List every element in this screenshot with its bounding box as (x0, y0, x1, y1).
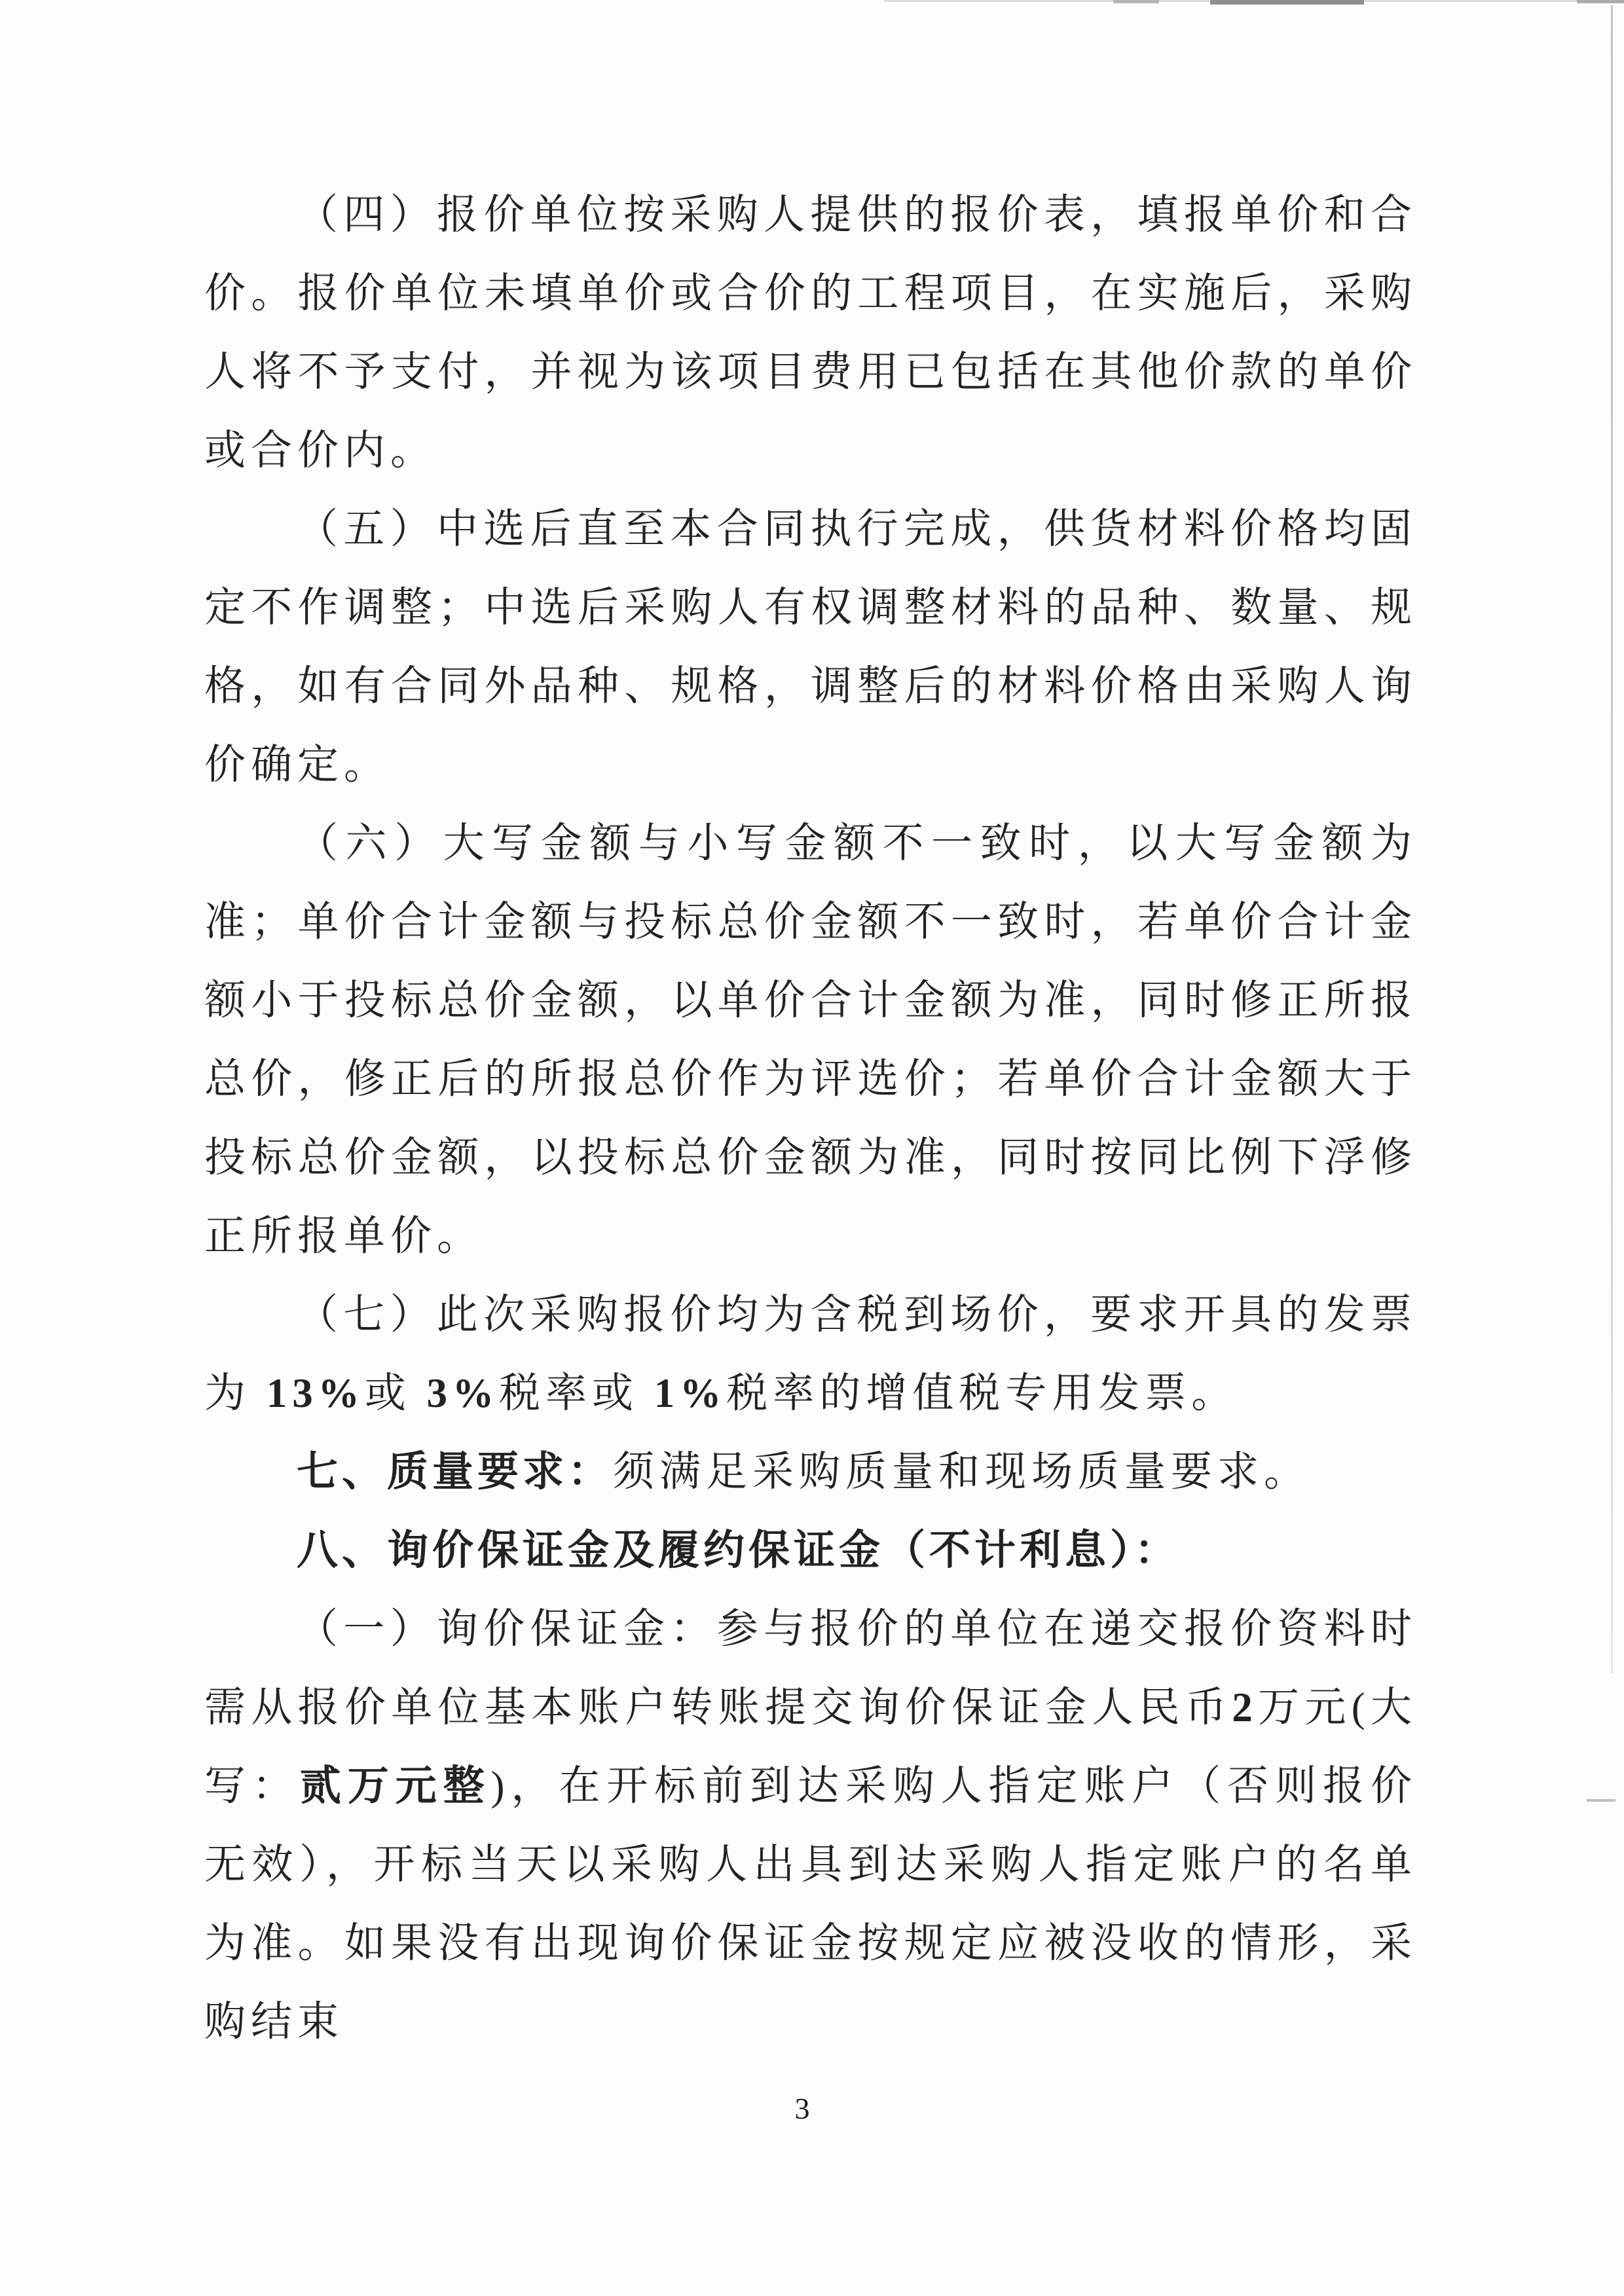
text-run: )，在开标前到达采购人指定账户（否则报价无效），开标当天以采购人出具到达采购人指定账户的名单为准。如果没有出现询价保证金按规定应被没收的情形，采购结束 (204, 1763, 1418, 2045)
clause-paragraph-4 (204, 175, 1417, 490)
text-run: （五）中选后直至本合同执行完成，供货材料价格均固定不作调整；中选后采购人有权调整材料的品种、数量、规格，如有合同外品种、规格，调整后的材料价格由采购人询价确定。 (204, 506, 1417, 788)
text-run-bold: 13% (266, 1370, 365, 1416)
document-body (204, 175, 1417, 2061)
scan-artifact-top-line (884, 0, 1624, 2)
section-heading-quality (204, 1432, 1417, 1511)
scan-artifact-top-dark-mark (1210, 0, 1364, 5)
clause-paragraph-deposit-1 (204, 1590, 1417, 2061)
text-run: 或 (364, 1370, 427, 1416)
text-run: 须满足采购质量和现场质量要求。 (613, 1449, 1310, 1495)
text-run: 税率的增值税专用发票。 (726, 1370, 1238, 1416)
scan-artifact-right-dash (1587, 1799, 1615, 1802)
text-run-bold: 2 (1232, 1685, 1258, 1730)
text-run: （四）报价单位按采购人提供的报价表，填报单价和合价。报价单位未填单价或合价的工程项目，在实施后，采购人将不予支付，并视为该项目费用已包括在其他价款的单价或合价内。 (204, 192, 1417, 473)
text-run-bold: 贰万元整 (299, 1763, 491, 1809)
scan-artifact-right-edge (1611, 5, 1613, 1673)
text-run-bold: 八、询价保证金及履约保证金（不计利息）： (297, 1527, 1180, 1573)
page-number: 3 (794, 2092, 810, 2125)
text-run: 税率或 (499, 1370, 654, 1416)
clause-paragraph-7 (204, 1275, 1417, 1432)
scan-artifact-top-dash-1 (1113, 0, 1159, 3)
scan-artifact-top-dash-2 (1577, 0, 1624, 3)
clause-paragraph-5 (204, 490, 1417, 804)
text-run: （七）此次采购报价均为含税到场价，要求开具的发票为 (204, 1292, 1417, 1416)
section-heading-deposit (204, 1511, 1417, 1590)
text-run-bold: 七、质量要求： (297, 1449, 613, 1495)
text-run: 万元(大写： (204, 1685, 1418, 1809)
text-run-bold: 1% (654, 1370, 727, 1416)
text-run-bold: 3% (426, 1370, 499, 1416)
clause-paragraph-6 (204, 804, 1417, 1275)
text-run: （六）大写金额与小写金额不一致时，以大写金额为准；单价合计金额与投标总价金额不一致时，若单价合计金额小于投标总价金额，以单价合计金额为准，同时修正所报总价，修正后的所报总价作为评选价；若单价合计金额大于投标总价金额，以投标总价金额为准，同时按同比例下浮修正所报单价。 (204, 820, 1417, 1259)
text-run: （一）询价保证金：参与报价的单位在递交报价资料时需从报价单位基本账户转账提交询价保证金人民币 (204, 1606, 1417, 1730)
